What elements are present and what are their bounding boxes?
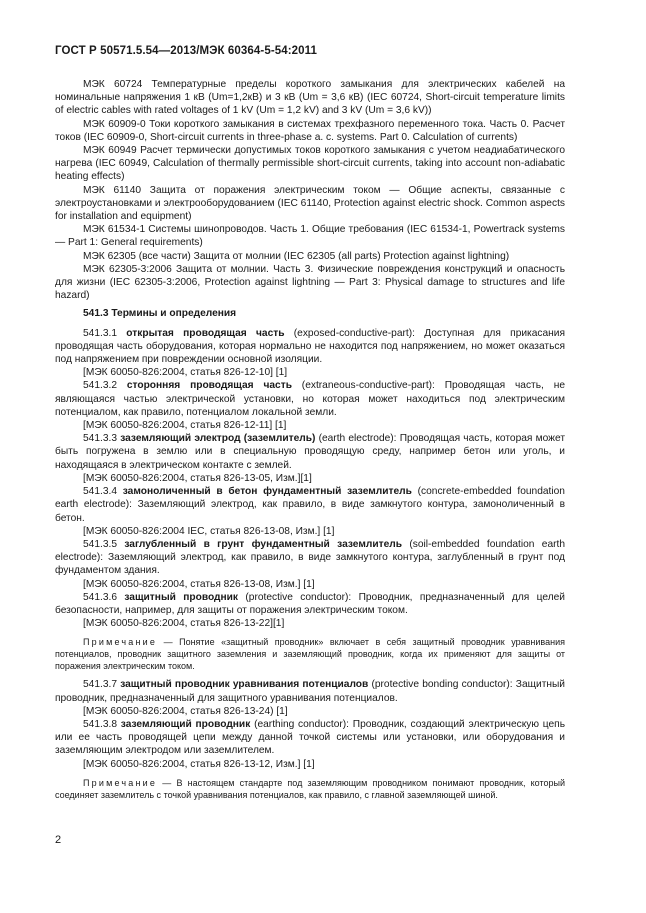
term-text: (earth electrode): Проводящая часть, которая может быть погружена в землю или в специальную проводящую среду, например бетон или уголь, и находящаяся в электрическом контакте с землей. — [55, 433, 565, 471]
term-text: (protective conductor): Проводник, предназначенный для целей безопасности, например, для защиты от поражения электрическим током. — [55, 591, 565, 616]
standard-header: ГОСТ Р 50571.5.54—2013/МЭК 60364-5-54:2011 — [55, 45, 318, 57]
term-name: заземляющий электрод (заземлитель) — [120, 433, 316, 445]
section-heading: 541.3 Термины и определения — [83, 308, 237, 320]
term-text: (concrete-embedded foundation earth electrode): Заземляющий электрод, как правило, в виде замкнутого контура, замоноличенный в бетон. — [55, 486, 565, 524]
term-number: 541.3.2 — [83, 380, 117, 392]
term-definition — [55, 432, 565, 472]
note-label: Примечание — [83, 777, 158, 788]
reference-item: МЭК 61140 Защита от поражения электрическим током — Общие аспекты, связанные с электроустановками и электрооборудованием (IEC 61140, Protection against electric shock. Common aspects for installation and equipment) — [55, 184, 565, 223]
term-text: (protective bonding conductor): Защитный проводник, предназначенный для защитного уравнивания потенциалов. — [55, 679, 565, 704]
term-name: открытая проводящая часть — [126, 327, 285, 339]
term-number: 541.3.3 — [83, 433, 117, 445]
reference-item: МЭК 60949 Расчет термически допустимых токов короткого замыкания с учетом неадиабатического нагрева (IEC 60949, Calculation of thermally permissible short-circuit currents, taking into account non-adiabatic heating effects) — [55, 145, 565, 183]
note-text: — Понятие «защитный проводник» включает в себя защитный проводник уравнивания потенциалов, проводник защитного заземления и заземляющий проводник, когда их применяют для защиты от поражения электрическим током. — [55, 637, 565, 672]
term-reference: [МЭК 60050-826:2004, статья 826-13-05, Изм.][1] — [83, 472, 312, 484]
term-name: заглубленный в грунт фундаментный заземлитель — [124, 538, 402, 550]
note-label: Примечание — [83, 637, 158, 648]
term-text: (extraneous-conductive-part): Проводящая часть, не являющаяся частью электрической установки, но которая может находиться под электрическим потенциалом, как правило, потенциалом локальной земли. — [55, 380, 565, 418]
reference-item: МЭК 62305 (все части) Защита от молнии (IEC 62305 (all parts) Protection against lightning) — [83, 250, 510, 262]
term-reference: [МЭК 60050-826:2004, статья 826-12-11] [1] — [83, 420, 287, 432]
term-number: 541.3.8 — [83, 718, 117, 730]
term-reference: [МЭК 60050-826:2004, статья 826-13-22][1] — [83, 618, 285, 630]
term-reference: [МЭК 60050-826:2004, статья 826-13-08, Изм.] [1] — [83, 578, 315, 590]
term-reference: [МЭК 60050-826:2004, статья 826-12-10] [1] — [83, 367, 288, 379]
term-name: заземляющий проводник — [120, 718, 251, 730]
term-definition — [55, 379, 565, 419]
term-number: 541.3.4 — [83, 486, 117, 498]
term-text: (earthing conductor): Проводник, создающий электрическую цепь или ее часть проводящей цепи между данной точкой системы или установки, или оборудования и заземляющим электродом или заземлителем. — [55, 718, 566, 757]
term-reference: [МЭК 60050-826:2004, статья 826-13-24) [1] — [83, 705, 288, 717]
term-number: 541.3.5 — [83, 538, 117, 550]
term-text: (exposed-conductive-part): Доступная для прикасания проводящая часть оборудования, которая нормально не находится под напряжением, но может оказаться под напряжением при повреждении основной изоляции. — [55, 327, 565, 366]
note — [55, 777, 565, 801]
document-body — [55, 78, 565, 807]
term-definition — [55, 485, 565, 525]
term-number: 541.3.1 — [83, 327, 117, 339]
term-name: сторонняя проводящая часть — [126, 380, 292, 392]
term-definition — [55, 327, 565, 367]
reference-item: МЭК 62305-3:2006 Защита от молнии. Часть 3. Физические повреждения конструкций и опасность для жизни (IEC 62305-3:2006, Protection against lightning — Part 3: Physical damage to structures and life hazard) — [55, 263, 565, 302]
term-number: 541.3.7 — [83, 679, 117, 691]
term-number: 541.3.6 — [83, 591, 117, 603]
term-reference: [МЭК 60050-826:2004 IEC, статья 826-13-08, Изм.] [1] — [83, 525, 335, 537]
term-definition — [55, 538, 565, 578]
term-definition — [55, 678, 565, 704]
reference-item: МЭК 61534-1 Системы шинопроводов. Часть 1. Общие требования (IEC 61534-1, Powertrack systems — Part 1: General requirements) — [55, 224, 565, 249]
page-number: 2 — [55, 834, 62, 846]
term-reference: [МЭК 60050-826:2004, статья 826-13-12, Изм.] [1] — [83, 758, 315, 770]
term-text: (soil-embedded foundation earth electrode): Заземляющий электрод, как правило, в виде замкнутого контура, заглубленный в грунт под фундаментом здания. — [55, 538, 566, 577]
reference-item: МЭК 60909-0 Токи короткого замыкания в системах трехфазного переменного тока. Часть 0. Расчет токов (IEC 60909-0, Short-circuit currents in three-phase a. c. systems. Part 0. Calculation of currents) — [55, 118, 565, 143]
note — [55, 636, 565, 672]
reference-item: МЭК 60724 Температурные пределы короткого замыкания для электрических кабелей на номинальные напряжения 1 кВ (Um=1,2кВ) и 3 кВ (Um = 3,6 кВ) (IEC 60724, Short-circuit temperature limits of electric cables with rated voltages of 1 kV (Um = 1,2 kV) and 3 kV (Um = 3,6 kV)) — [55, 79, 565, 117]
term-name: защитный проводник уравнивания потенциалов — [120, 679, 369, 691]
note-text: — В настоящем стандарте под заземляющим проводником понимают проводник, который соединяет заземлитель с точкой уравнивания потенциалов, как правило, с главной заземляющей шиной. — [55, 777, 565, 800]
term-name: замоноличенный в бетон фундаментный заземлитель — [122, 486, 412, 498]
term-name: защитный проводник — [124, 591, 239, 603]
term-definition — [55, 591, 565, 617]
term-definition — [55, 718, 565, 758]
